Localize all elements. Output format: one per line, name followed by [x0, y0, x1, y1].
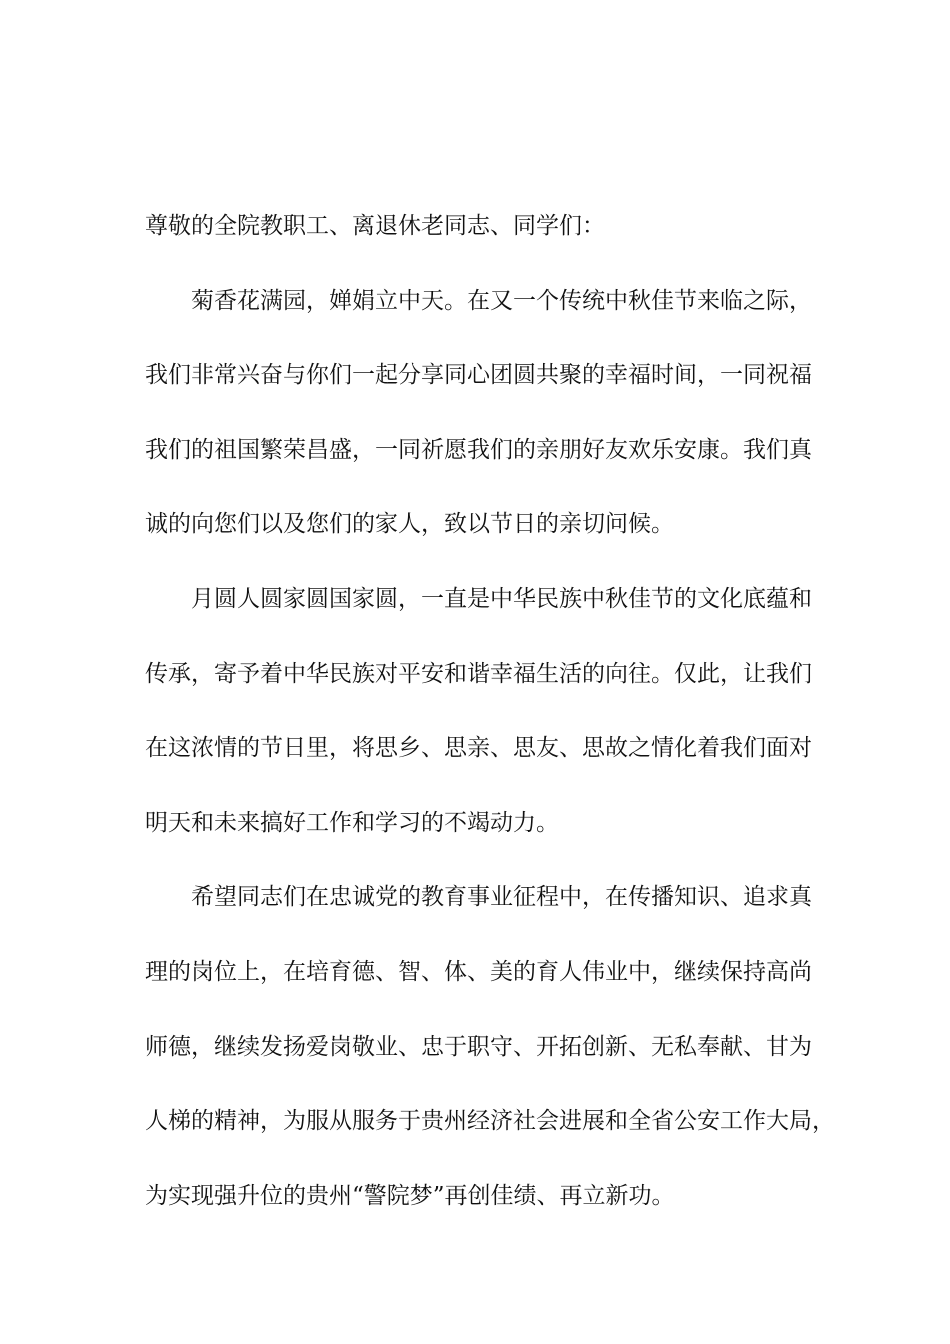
- paragraph-1-line-3: 我们的祖国繁荣昌盛，一同祈愿我们的亲朋好友欢乐安康。我们真: [145, 436, 812, 463]
- paragraph-3-line-2: 理的岗位上，在培育德、智、体、美的育人伟业中，继续保持高尚: [145, 958, 812, 985]
- paragraph-3: [145, 879, 835, 1214]
- paragraph-1-line-4: 诚的向您们以及您们的家人，致以节日的亲切问候。: [145, 511, 674, 538]
- paragraph-3-line-1: 希望同志们在忠诚党的教育事业征程中，在传播知识、追求真: [191, 884, 812, 911]
- paragraph-3-line-5: 为实现强升位的贵州“警院梦”再创佳绩、再立新功。: [145, 1182, 675, 1209]
- paragraph-2-line-1: 月圆人圆家圆国家圆，一直是中华民族中秋佳节的文化底蕴和: [191, 585, 812, 612]
- paragraph-1: [145, 283, 835, 544]
- paragraph-2-line-4: 明天和未来搞好工作和学习的不竭动力。: [145, 809, 559, 836]
- paragraph-2-line-3: 在这浓情的节日里，将思乡、思亲、思友、思故之情化着我们面对: [145, 735, 812, 762]
- paragraph-2-line-2: 传承，寄予着中华民族对平安和谐幸福生活的向往。仅此，让我们: [145, 660, 812, 687]
- letter-body: [145, 208, 835, 1252]
- paragraph-2: [145, 581, 835, 842]
- salutation: 尊敬的全院教职工、离退休老同志、同学们：: [145, 213, 605, 239]
- paragraph-3-line-4: 人梯的精神，为服从服务于贵州经济社会进展和全省公安工作大局，: [145, 1108, 835, 1135]
- paragraph-1-line-1: 菊香花满园，婵娟立中天。在又一个传统中秋佳节来临之际，: [191, 287, 812, 314]
- paragraph-1-line-2: 我们非常兴奋与你们一起分享同心团圆共聚的幸福时间，一同祝福: [145, 362, 812, 389]
- paragraph-3-line-3: 师德，继续发扬爱岗敬业、忠于职守、开拓创新、无私奉献、甘为: [145, 1033, 812, 1060]
